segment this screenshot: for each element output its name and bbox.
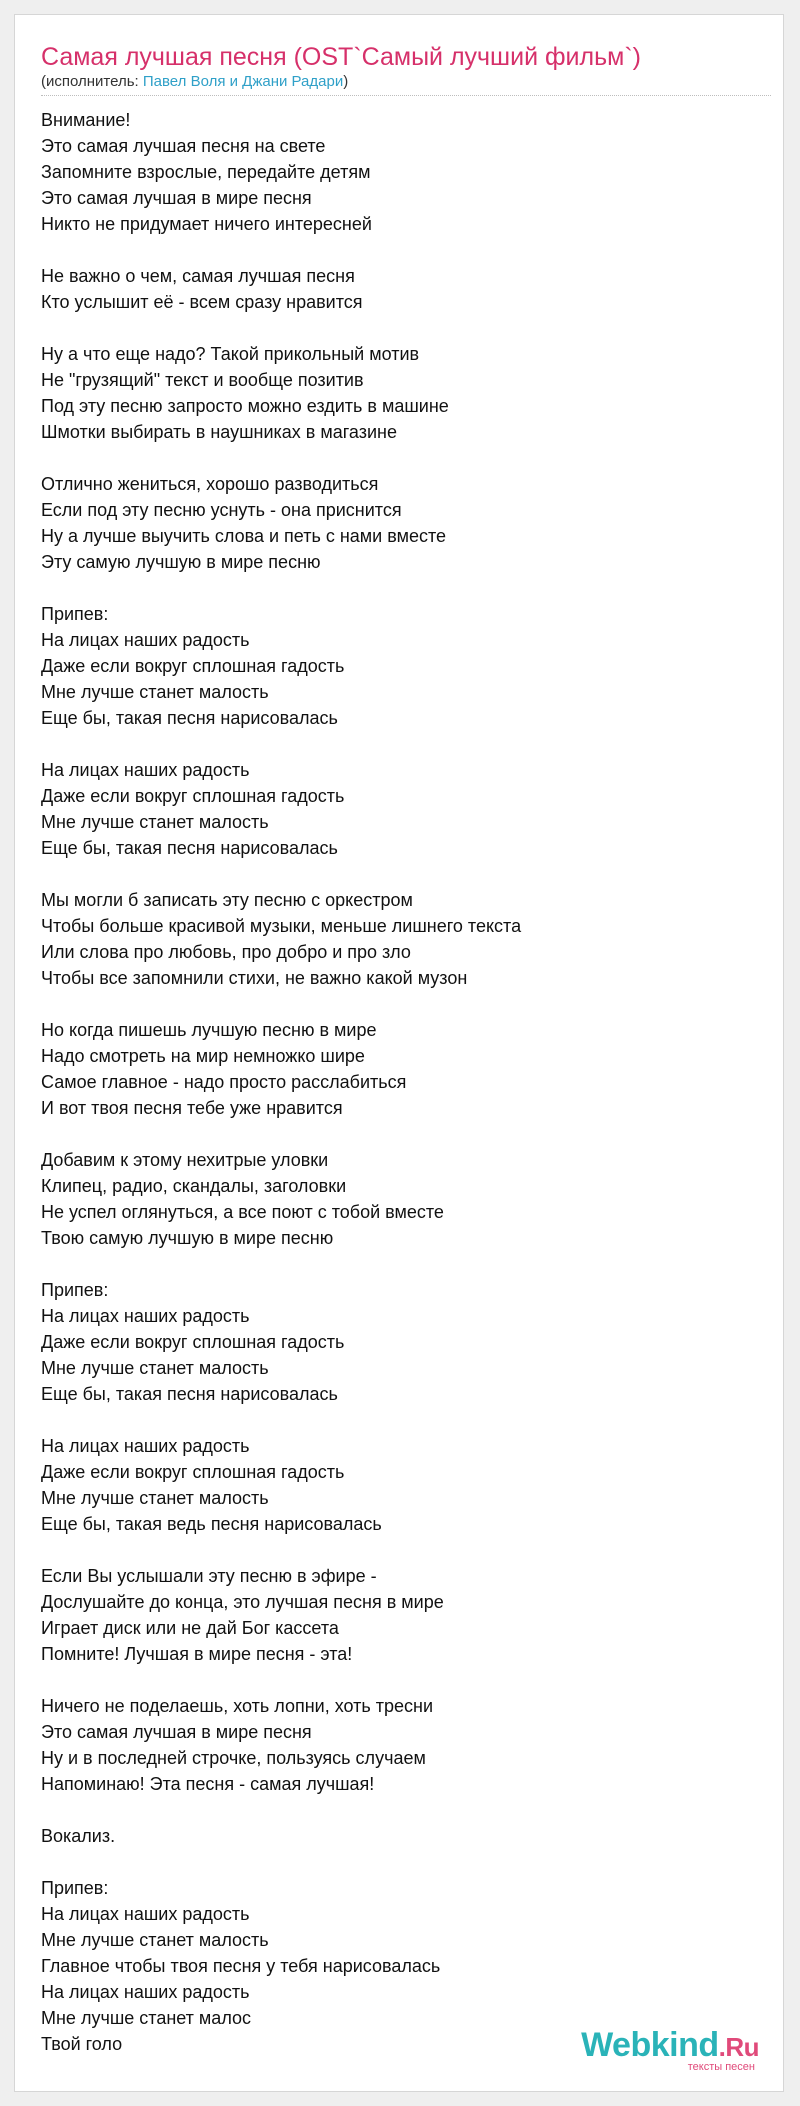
logo-tagline: тексты песен <box>687 2061 755 2073</box>
lyrics-line: Играет диск или не дай Бог кассета <box>41 1618 339 1638</box>
lyrics-stanza <box>41 1277 761 1407</box>
lyrics-line: Самое главное - надо просто расслабиться <box>41 1072 407 1092</box>
lyrics-line: Эту самую лучшую в мире песню <box>41 552 321 572</box>
lyrics-line: На лицах наших радость <box>41 760 250 780</box>
lyrics-line: Отлично жениться, хорошо разводиться <box>41 474 379 494</box>
lyrics-line: Твою самую лучшую в мире песню <box>41 1228 334 1248</box>
lyrics-line: На лицах наших радость <box>41 1982 250 2002</box>
lyrics-line: Припев: <box>41 604 109 624</box>
lyrics-stanza <box>41 1147 761 1251</box>
lyrics-line: Ну и в последней строчке, пользуясь случаем <box>41 1748 426 1768</box>
lyrics-line: Не успел оглянуться, а все поют с тобой вместе <box>41 1202 444 1222</box>
lyrics-line: Еще бы, такая песня нарисовалась <box>41 708 338 728</box>
lyrics-line: Кто услышит её - всем сразу нравится <box>41 292 363 312</box>
lyrics-line: Припев: <box>41 1878 109 1898</box>
lyrics-line: Еще бы, такая ведь песня нарисовалась <box>41 1514 382 1534</box>
lyrics-line: Если под эту песню уснуть - она приснится <box>41 500 402 520</box>
lyrics-line: Но когда пишешь лучшую песню в мире <box>41 1020 377 1040</box>
lyrics-stanza <box>41 1693 761 1797</box>
lyrics-stanza <box>41 887 761 991</box>
lyrics-line: На лицах наших радость <box>41 630 250 650</box>
lyrics-line: Ну а лучше выучить слова и петь с нами вместе <box>41 526 447 546</box>
lyrics-line: Мне лучше станет малость <box>41 1358 269 1378</box>
lyrics-line: Клипец, радио, скандалы, заголовки <box>41 1176 347 1196</box>
lyrics-line: Это самая лучшая в мире песня <box>41 188 312 208</box>
lyrics-line: Никто не придумает ничего интересней <box>41 214 372 234</box>
artist-link[interactable]: Павел Воля и Джани Радари <box>142 73 344 90</box>
header-divider <box>41 95 771 96</box>
lyrics-line: На лицах наших радость <box>41 1904 250 1924</box>
lyrics-line: Не "грузящий" текст и вообще позитив <box>41 370 364 390</box>
lyrics-line: Не важно о чем, самая лучшая песня <box>41 266 355 286</box>
lyrics-line: Шмотки выбирать в наушниках в магазине <box>41 422 397 442</box>
webkind-logo[interactable] <box>581 2027 759 2073</box>
lyrics-line: Даже если вокруг сплошная гадость <box>41 1332 345 1352</box>
lyrics-line: Мне лучше станет малость <box>41 682 269 702</box>
lyrics-line: Вокализ. <box>41 1826 116 1846</box>
song-title: Самая лучшая песня (OST`Самый лучший фильм`) <box>41 43 641 71</box>
lyrics-line: Это самая лучшая песня на свете <box>41 136 326 156</box>
lyrics-line: Чтобы все запомнили стихи, не важно какой музон <box>41 968 468 988</box>
lyrics-line: Даже если вокруг сплошная гадость <box>41 786 345 806</box>
lyrics-line: Мы могли б записать эту песню с оркестром <box>41 890 413 910</box>
lyrics-line: Это самая лучшая в мире песня <box>41 1722 312 1742</box>
lyrics-stanza <box>41 601 761 731</box>
lyrics-page <box>14 14 784 2092</box>
lyrics-line: Добавим к этому нехитрые уловки <box>41 1150 329 1170</box>
lyrics-line: Даже если вокруг сплошная гадость <box>41 1462 345 1482</box>
lyrics-line: Чтобы больше красивой музыки, меньше лишнего текста <box>41 916 522 936</box>
logo-name: Webkind <box>581 2026 719 2064</box>
lyrics-stanza <box>41 1563 761 1667</box>
lyrics-stanza <box>41 1433 761 1537</box>
lyrics-stanza <box>41 341 761 445</box>
artist-line <box>41 72 348 92</box>
lyrics-line: Если Вы услышали эту песню в эфире - <box>41 1566 377 1586</box>
lyrics-line: Мне лучше станет малос <box>41 2008 252 2028</box>
lyrics-line: Ну а что еще надо? Такой прикольный мотив <box>41 344 420 364</box>
lyrics-line: Еще бы, такая песня нарисовалась <box>41 1384 338 1404</box>
lyrics-line: Надо смотреть на мир немножко шире <box>41 1046 365 1066</box>
lyrics-text <box>41 107 761 2057</box>
lyrics-stanza <box>41 1017 761 1121</box>
lyrics-stanza <box>41 1823 761 1849</box>
lyrics-line: И вот твоя песня тебе уже нравится <box>41 1098 343 1118</box>
logo-tld: .Ru <box>718 2032 759 2062</box>
lyrics-line: Мне лучше станет малость <box>41 1930 269 1950</box>
lyrics-line: Твой голо <box>41 2034 123 2054</box>
lyrics-line: Дослушайте до конца, это лучшая песня в мире <box>41 1592 444 1612</box>
lyrics-stanza <box>41 757 761 861</box>
lyrics-line: На лицах наших радость <box>41 1436 250 1456</box>
lyrics-line: Или слова про любовь, про добро и про зло <box>41 942 411 962</box>
artist-prefix: (исполнитель: <box>41 73 143 90</box>
lyrics-line: Припев: <box>41 1280 109 1300</box>
lyrics-stanza <box>41 107 761 237</box>
lyrics-line: Мне лучше станет малость <box>41 1488 269 1508</box>
lyrics-line: Внимание! <box>41 110 131 130</box>
lyrics-line: Мне лучше станет малость <box>41 812 269 832</box>
lyrics-stanza <box>41 471 761 575</box>
lyrics-line: Еще бы, такая песня нарисовалась <box>41 838 338 858</box>
lyrics-line: Ничего не поделаешь, хоть лопни, хоть тресни <box>41 1696 433 1716</box>
lyrics-line: Запомните взрослые, передайте детям <box>41 162 371 182</box>
artist-suffix: ) <box>343 73 349 90</box>
lyrics-line: Под эту песню запросто можно ездить в машине <box>41 396 449 416</box>
lyrics-stanza <box>41 263 761 315</box>
lyrics-line: Помните! Лучшая в мире песня - эта! <box>41 1644 353 1664</box>
lyrics-line: Даже если вокруг сплошная гадость <box>41 656 345 676</box>
lyrics-line: На лицах наших радость <box>41 1306 250 1326</box>
lyrics-line: Главное чтобы твоя песня у тебя нарисовалась <box>41 1956 441 1976</box>
lyrics-line: Напоминаю! Эта песня - самая лучшая! <box>41 1774 375 1794</box>
